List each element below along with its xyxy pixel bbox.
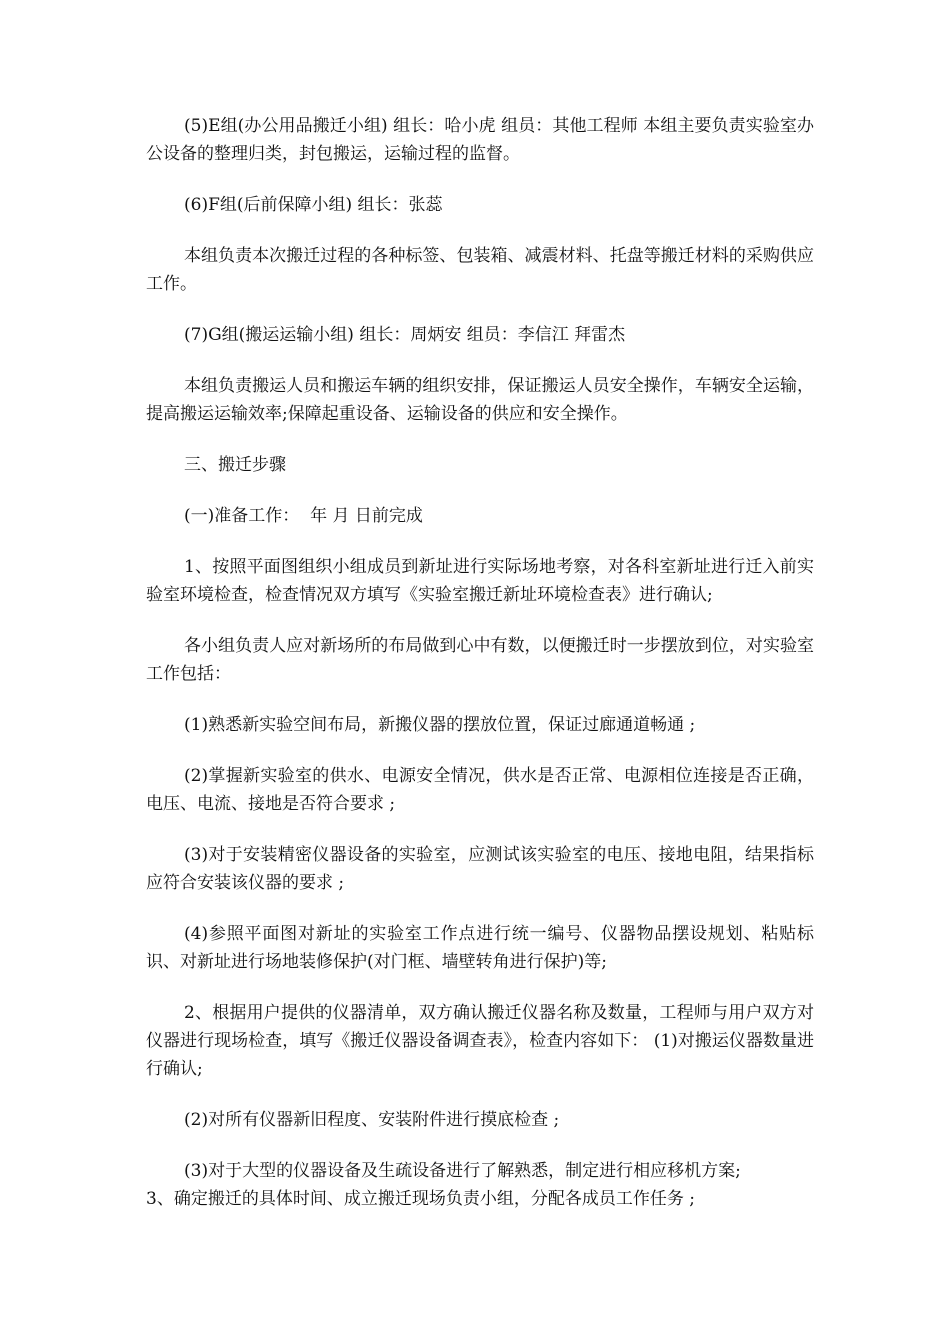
- paragraph-layout-awareness: 各小组负责人应对新场所的布局做到心中有数，以便搬迁时一步摆放到位，对实验室工作包括：: [146, 636, 814, 684]
- list-item-inspection-2: (2)对所有仪器新旧程度、安装附件进行摸底检查 ;: [184, 1110, 560, 1130]
- paragraph-group-f: (6)F组(后前保障小组) 组长：张蕊: [184, 195, 443, 215]
- list-item-2: (2)掌握新实验室的供水、电源安全情况，供水是否正常、电源相位连接是否正确，电压、电流、接地是否符合要求 ;: [146, 766, 814, 814]
- list-item-3: (3)对于安装精密仪器设备的实验室，应测试该实验室的电压、接地电阻，结果指标应符合安装该仪器的要求 ;: [146, 845, 814, 893]
- section-heading-steps: 三、搬迁步骤: [184, 455, 286, 475]
- paragraph-step-3: 3、确定搬迁的具体时间、成立搬迁现场负责小组，分配各成员工作任务 ;: [146, 1189, 695, 1209]
- paragraph-group-e: (5)E组(办公用品搬迁小组) 组长：哈小虎 组员：其他工程师 本组主要负责实验室办公设备的整理归类，封包搬运，运输过程的监督。: [146, 116, 814, 164]
- paragraph-group-g-duty: 本组负责搬运人员和搬运车辆的组织安排，保证搬运人员安全操作，车辆安全运输，提高搬运运输效率;保障起重设备、运输设备的供应和安全操作。: [146, 376, 814, 424]
- paragraph-group-g: (7)G组(搬运运输小组) 组长：周炳安 组员：李信江 拜雷杰: [184, 325, 626, 345]
- paragraph-step-2: 2、根据用户提供的仪器清单，双方确认搬迁仪器名称及数量，工程师与用户双方对仪器进行现场检查，填写《搬迁仪器设备调查表》，检查内容如下： (1)对搬运仪器数量进行确认;: [146, 1003, 814, 1079]
- paragraph-group-f-duty: 本组负责本次搬迁过程的各种标签、包装箱、减震材料、托盘等搬迁材料的采购供应工作。: [146, 246, 814, 294]
- list-item-inspection-3: (3)对于大型的仪器设备及生疏设备进行了解熟悉，制定进行相应移机方案;: [184, 1161, 741, 1181]
- list-item-4: (4)参照平面图对新址的实验室工作点进行统一编号、仪器物品摆设规划、粘贴标识、对新址进行场地装修保护(对门框、墙壁转角进行保护)等;: [146, 924, 814, 972]
- document-page: [146, 112, 814, 1236]
- paragraph-step-1: 1、按照平面图组织小组成员到新址进行实际场地考察，对各科室新址进行迁入前实验室环境检查，检查情况双方填写《实验室搬迁新址环境检查表》进行确认;: [146, 557, 814, 605]
- list-item-1: (1)熟悉新实验空间布局，新搬仪器的摆放位置，保证过廊通道畅通 ;: [184, 715, 696, 735]
- subsection-preparation: (一)准备工作： 年 月 日前完成: [184, 506, 423, 526]
